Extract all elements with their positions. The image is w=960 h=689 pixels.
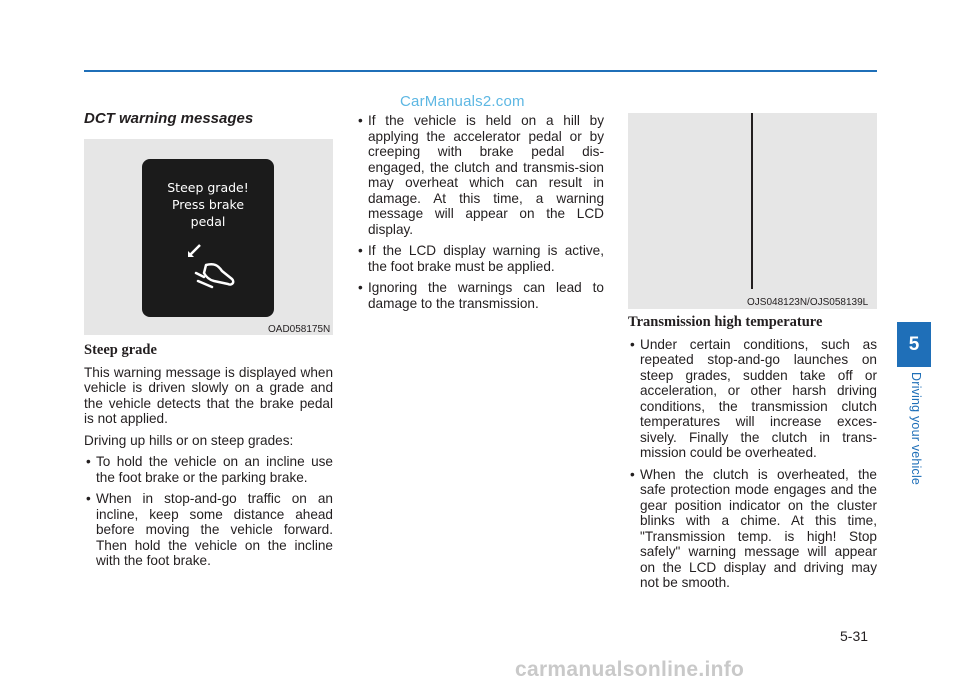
chapter-tab: 5	[897, 322, 931, 367]
figure-divider-line	[751, 113, 753, 289]
bullet-list	[84, 454, 333, 569]
watermark-link-top[interactable]: CarManuals2.com	[400, 93, 525, 110]
subheading-steep-grade: Steep grade	[84, 342, 157, 358]
lcd-line: Steep grade! Press brake pedal	[167, 180, 249, 229]
figure-transmission-temp	[628, 113, 877, 309]
list-item: • When the clutch is overheated, the safe protection mode engages and the gear position indicator on the cluster blinks with a chime. At this time, "Transmission temp. is high! Stop safely" warning message will appear on the LCD display and driving may not be smooth.	[628, 467, 877, 591]
header-rule	[84, 70, 877, 72]
chapter-label: Driving your vehicle	[909, 372, 923, 486]
list-item: • Ignoring the warnings can lead to damage to the transmission.	[356, 280, 604, 311]
list-item: • Under certain conditions, such as repeated stop-and-go launches on steep grades, sudden take off or acceleration, or other harsh driving conditions, the transmission clutch temperatures will increase exces-sively. Finally the clutch in trans-mission could be overheated.	[628, 337, 877, 461]
bullet-list	[628, 337, 877, 591]
list-item: • If the vehicle is held on a hill by applying the accelerator pedal or by creeping with brake pedal dis-engaged, the clutch and transmis-sion may overheat which can result in damage. At this time, a warning message will appear on the LCD display.	[356, 113, 604, 237]
lcd-warning-text	[142, 179, 274, 230]
column-3	[628, 315, 877, 597]
watermark-link-bottom[interactable]: carmanualsonline.info	[515, 658, 745, 681]
figure-steep-grade	[84, 139, 333, 335]
list-item: • When in stop-and-go traffic on an incline, keep some distance ahead before moving the vehicle forward. Then hold the vehicle on the incline with the foot brake.	[84, 491, 333, 569]
paragraph: Driving up hills or on steep grades:	[84, 432, 294, 448]
paragraph: This warning message is displayed when vehicle is driven slowly on a grade and the vehicle detects that the brake pedal is not applied.	[84, 364, 333, 426]
subheading-transmission-temp: Transmission high temperature	[628, 314, 823, 330]
page-number: 5-31	[840, 628, 869, 644]
list-item: • If the LCD display warning is active, the foot brake must be applied.	[356, 243, 604, 274]
list-item: • To hold the vehicle on an incline use the foot brake or the parking brake.	[84, 454, 333, 485]
figure-caption: OAD058175N	[268, 324, 331, 335]
bullet-list	[356, 113, 604, 311]
lcd-display	[142, 159, 274, 317]
figure-caption: OJS048123N/OJS058139L	[747, 297, 869, 308]
column-2	[356, 113, 604, 317]
foot-pressing-brake-pedal-icon	[182, 241, 238, 293]
column-1	[84, 343, 333, 575]
section-title: DCT warning messages	[84, 110, 254, 127]
